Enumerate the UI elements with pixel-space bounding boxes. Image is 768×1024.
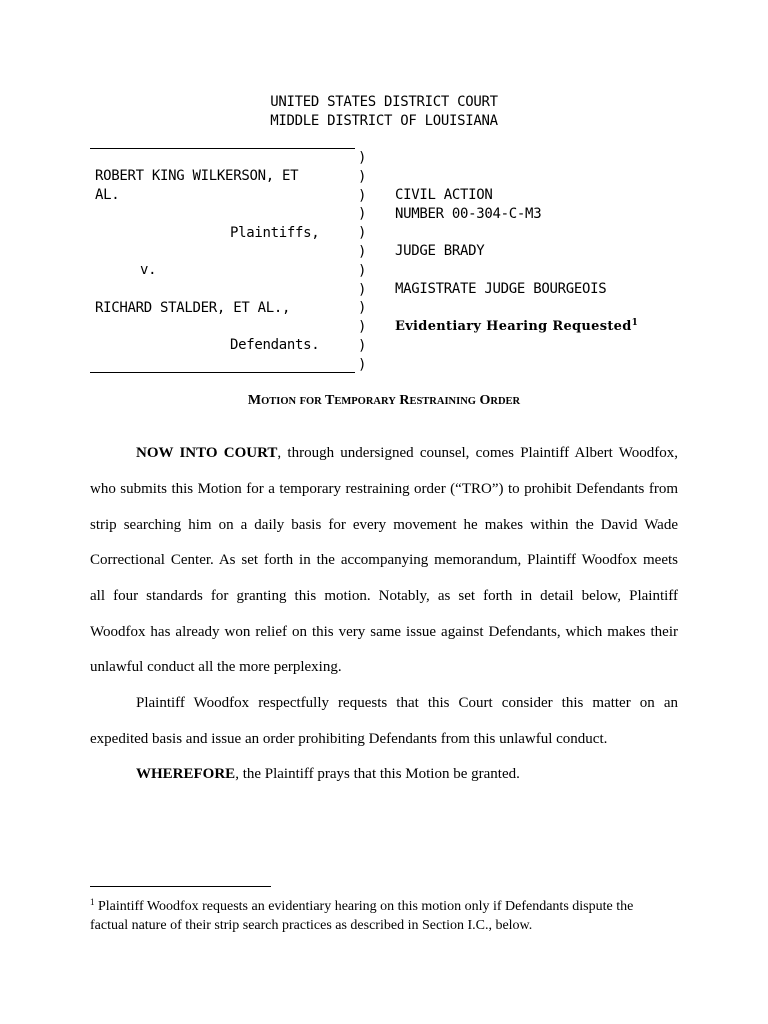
case-number: NUMBER 00-304-C-M3 [395, 206, 542, 222]
court-district: MIDDLE DISTRICT OF LOUISIANA [270, 113, 498, 129]
footnote-line-1 [90, 893, 690, 916]
versus-label: v. [140, 262, 157, 278]
title-word-temporary: EMPORARY [334, 396, 396, 407]
title-cap-t: T [325, 393, 335, 408]
wherefore-lead: WHEREFORE [136, 766, 236, 782]
evidentiary-hearing-text: Evidentiary Hearing Requested [395, 319, 632, 334]
title-cap-r: R [399, 393, 410, 408]
paragraph-1-line-5: all four standards for granting this motion. Notably, as set forth in detail below, Plaintiff [90, 588, 678, 604]
paragraph-1-line-1-text: , through undersigned counsel, comes Plaintiff Albert Woodfox, [277, 445, 678, 461]
title-word-motion: OTION [261, 396, 297, 407]
paragraph-3-text: , the Plaintiff prays that this Motion be granted. [235, 766, 520, 782]
paragraph-1-line-2: who submits this Motion for a temporary restraining order (“TRO”) to prohibit Defendants from [90, 481, 678, 497]
footnote-separator [90, 886, 271, 887]
paragraph-2-line-2: expedited basis and issue an order prohibiting Defendants from this unlawful conduct. [90, 731, 608, 747]
plaintiff-name-line2: AL. [95, 187, 120, 203]
footnote-line-1-text: Plaintiff Woodfox requests an evidentiary hearing on this motion only if Defendants dispute the [94, 899, 634, 914]
civil-action-label: CIVIL ACTION [395, 187, 493, 203]
footnote-reference-mark: 1 [631, 318, 639, 328]
evidentiary-hearing-request [395, 318, 638, 334]
title-word-order: RDER [490, 396, 521, 407]
paragraph-1-line-7: unlawful conduct all the more perplexing. [90, 659, 342, 675]
motion-title [0, 393, 768, 409]
now-into-court-lead: NOW INTO COURT [136, 445, 278, 461]
paragraph-3-line-1 [90, 766, 678, 783]
magistrate-judge: MAGISTRATE JUDGE BOURGEOIS [395, 281, 607, 297]
paragraph-2-line-1: Plaintiff Woodfox respectfully requests that this Court consider this matter on an [136, 695, 678, 711]
defendants-label: Defendants. [230, 337, 320, 353]
footnote-mark: 1 [90, 897, 95, 907]
court-heading [0, 93, 768, 131]
plaintiffs-label: Plaintiffs, [230, 225, 320, 241]
paragraph-1-line-1 [90, 445, 678, 462]
plaintiff-name-line1: ROBERT KING WILKERSON, ET [95, 168, 299, 184]
judge-name: JUDGE BRADY [395, 243, 485, 259]
paragraph-1-line-3: strip searching him on a daily basis for every movement he makes within the David Wade [90, 517, 678, 533]
footnote-line-2: factual nature of their strip search practices as described in Section I.C., below. [90, 918, 533, 933]
caption-bottom-rule [90, 372, 355, 373]
defendant-name: RICHARD STALDER, ET AL., [95, 300, 291, 316]
caption-top-rule [90, 148, 355, 149]
caption-paren-column: ) ) ) ) ) ) ) ) ) ) ) ) [358, 150, 367, 373]
title-cap-m: M [247, 393, 262, 408]
paragraph-1-line-6: Woodfox has already won relief on this very same issue against Defendants, which makes their [90, 624, 678, 640]
footnote [90, 893, 690, 935]
court-name: UNITED STATES DISTRICT COURT [270, 94, 498, 110]
title-word-restraining: ESTRAINING [409, 396, 476, 407]
title-word-for: FOR [299, 396, 322, 407]
paragraph-1-line-4: Correctional Center. As set forth in the accompanying memorandum, Plaintiff Woodfox meets [90, 552, 678, 568]
title-cap-o: O [479, 393, 491, 408]
